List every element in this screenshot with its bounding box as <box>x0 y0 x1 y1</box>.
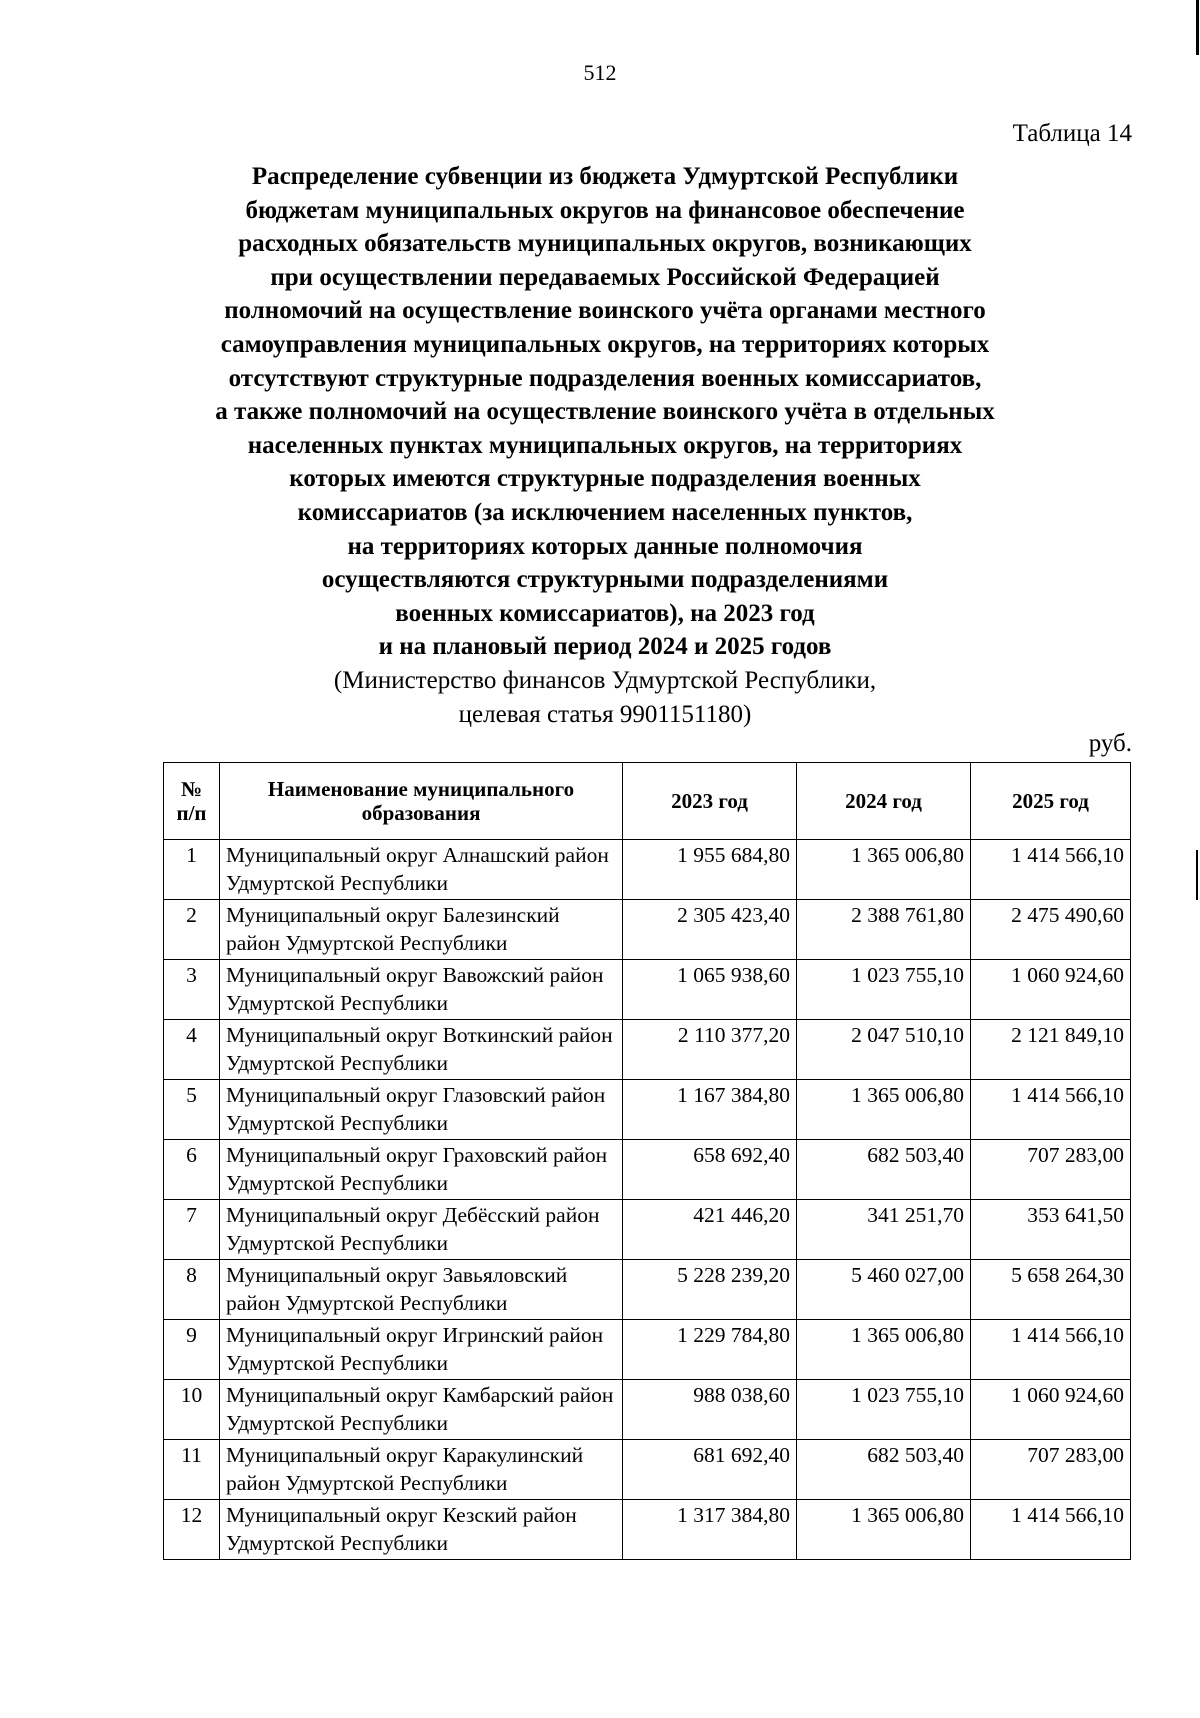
title-line: военных комиссариатов), на 2023 год <box>395 599 815 627</box>
table-row <box>164 1200 1131 1260</box>
title-line: полномочий на осуществление воинского учёта органами местного <box>224 297 986 325</box>
cell-2023: 1 229 784,80 <box>623 1320 797 1380</box>
cell-num: 9 <box>164 1320 220 1380</box>
cell-num: 2 <box>164 900 220 960</box>
cell-2023: 658 692,40 <box>623 1140 797 1200</box>
subtitle-line: целевая статья 9901151180) <box>458 700 752 728</box>
cell-num: 3 <box>164 960 220 1020</box>
cell-2025: 1 414 566,10 <box>971 1320 1131 1380</box>
cell-2025: 707 283,00 <box>971 1140 1131 1200</box>
cell-2024: 341 251,70 <box>797 1200 971 1260</box>
title-line: бюджетам муниципальных округов на финансовое обеспечение <box>245 196 965 224</box>
cell-2023: 1 955 684,80 <box>623 840 797 900</box>
cell-2024: 682 503,40 <box>797 1140 971 1200</box>
cell-name: Муниципальный округ Алнашский район Удмуртской Республики <box>220 840 623 900</box>
title-line: Распределение субвенции из бюджета Удмуртской Республики <box>251 163 959 190</box>
cell-2025: 1 060 924,60 <box>971 960 1131 1020</box>
cell-2024: 2 388 761,80 <box>797 900 971 960</box>
header-2023: 2023 год <box>623 763 797 840</box>
cell-num: 7 <box>164 1200 220 1260</box>
subtitle-lines <box>150 664 1060 731</box>
cell-2023: 988 038,60 <box>623 1380 797 1440</box>
cell-2023: 1 065 938,60 <box>623 960 797 1020</box>
cell-2025: 1 414 566,10 <box>971 1500 1131 1560</box>
table-row <box>164 1440 1131 1500</box>
units-label: руб. <box>1088 730 1132 757</box>
title-line: при осуществлении передаваемых Российской Федерацией <box>270 263 940 291</box>
title-line: и на плановый период 2024 и 2025 годов <box>378 633 832 661</box>
header-2025: 2025 год <box>971 763 1131 840</box>
table-label: Таблица 14 <box>1012 120 1132 147</box>
table-body <box>164 840 1131 1560</box>
cell-name: Муниципальный округ Балезинский район Удмуртской Республики <box>220 900 623 960</box>
title-line: на территориях которых данные полномочия <box>347 532 863 560</box>
table-row <box>164 1020 1131 1080</box>
cell-num: 5 <box>164 1080 220 1140</box>
page-number: 512 <box>583 60 617 85</box>
cell-2024: 1 023 755,10 <box>797 1380 971 1440</box>
cell-2023: 1 317 384,80 <box>623 1500 797 1560</box>
table-row <box>164 900 1131 960</box>
cell-2025: 353 641,50 <box>971 1200 1131 1260</box>
cell-2023: 2 110 377,20 <box>623 1020 797 1080</box>
title-lines <box>150 160 1060 664</box>
cell-2023: 421 446,20 <box>623 1200 797 1260</box>
table-row <box>164 1380 1131 1440</box>
cell-2025: 707 283,00 <box>971 1440 1131 1500</box>
title-line: осуществляются структурными подразделениями <box>321 566 889 594</box>
cell-num: 6 <box>164 1140 220 1200</box>
cell-2024: 1 365 006,80 <box>797 1500 971 1560</box>
cell-2023: 681 692,40 <box>623 1440 797 1500</box>
cell-name: Муниципальный округ Граховский район Удмуртской Республики <box>220 1140 623 1200</box>
cell-name: Муниципальный округ Игринский район Удмуртской Республики <box>220 1320 623 1380</box>
title-line: а также полномочий на осуществление воинского учёта в отдельных <box>215 398 995 426</box>
cell-2024: 5 460 027,00 <box>797 1260 971 1320</box>
document-title <box>150 160 1060 731</box>
subvention-table <box>163 762 1131 1560</box>
cell-2024: 1 365 006,80 <box>797 840 971 900</box>
title-line: самоуправления муниципальных округов, на территориях которых <box>220 330 990 358</box>
title-line: расходных обязательств муниципальных округов, возникающих <box>238 230 972 258</box>
cell-2025: 1 414 566,10 <box>971 1080 1131 1140</box>
cell-num: 8 <box>164 1260 220 1320</box>
title-line: комиссариатов (за исключением населенных пунктов, <box>297 498 913 526</box>
cell-2024: 1 365 006,80 <box>797 1080 971 1140</box>
scan-edge-mark <box>1196 0 1199 55</box>
header-num: № п/п <box>164 763 220 840</box>
cell-name: Муниципальный округ Глазовский район Удмуртской Республики <box>220 1080 623 1140</box>
cell-2025: 2 475 490,60 <box>971 900 1131 960</box>
cell-2024: 2 047 510,10 <box>797 1020 971 1080</box>
cell-2025: 1 060 924,60 <box>971 1380 1131 1440</box>
cell-2023: 5 228 239,20 <box>623 1260 797 1320</box>
cell-2025: 1 414 566,10 <box>971 840 1131 900</box>
cell-2024: 682 503,40 <box>797 1440 971 1500</box>
cell-name: Муниципальный округ Каракулинский район Удмуртской Республики <box>220 1440 623 1500</box>
cell-name: Муниципальный округ Камбарский район Удмуртской Республики <box>220 1380 623 1440</box>
table-row <box>164 1080 1131 1140</box>
table-row <box>164 1140 1131 1200</box>
cell-num: 12 <box>164 1500 220 1560</box>
cell-2023: 1 167 384,80 <box>623 1080 797 1140</box>
cell-2024: 1 365 006,80 <box>797 1320 971 1380</box>
cell-name: Муниципальный округ Кезский район Удмуртской Республики <box>220 1500 623 1560</box>
scan-edge-mark <box>1196 850 1198 900</box>
cell-2025: 2 121 849,10 <box>971 1020 1131 1080</box>
table-row <box>164 1320 1131 1380</box>
cell-name: Муниципальный округ Дебёсский район Удмуртской Республики <box>220 1200 623 1260</box>
cell-name: Муниципальный округ Завьяловский район Удмуртской Республики <box>220 1260 623 1320</box>
cell-num: 1 <box>164 840 220 900</box>
cell-num: 4 <box>164 1020 220 1080</box>
title-line: населенных пунктах муниципальных округов, на территориях <box>247 431 963 459</box>
subtitle-line: (Министерство финансов Удмуртской Республики, <box>333 666 877 694</box>
table-header-row <box>164 763 1131 840</box>
header-name: Наименование муниципального образования <box>220 763 623 840</box>
title-line: отсутствуют структурные подразделения военных комиссариатов, <box>228 364 982 392</box>
cell-2025: 5 658 264,30 <box>971 1260 1131 1320</box>
table-row <box>164 1260 1131 1320</box>
cell-2023: 2 305 423,40 <box>623 900 797 960</box>
cell-2024: 1 023 755,10 <box>797 960 971 1020</box>
title-line: которых имеются структурные подразделения военных <box>289 465 921 493</box>
header-2024: 2024 год <box>797 763 971 840</box>
table-row <box>164 960 1131 1020</box>
table-row <box>164 1500 1131 1560</box>
cell-num: 11 <box>164 1440 220 1500</box>
cell-name: Муниципальный округ Воткинский район Удмуртской Республики <box>220 1020 623 1080</box>
table-row <box>164 840 1131 900</box>
cell-name: Муниципальный округ Вавожский район Удмуртской Республики <box>220 960 623 1020</box>
cell-num: 10 <box>164 1380 220 1440</box>
